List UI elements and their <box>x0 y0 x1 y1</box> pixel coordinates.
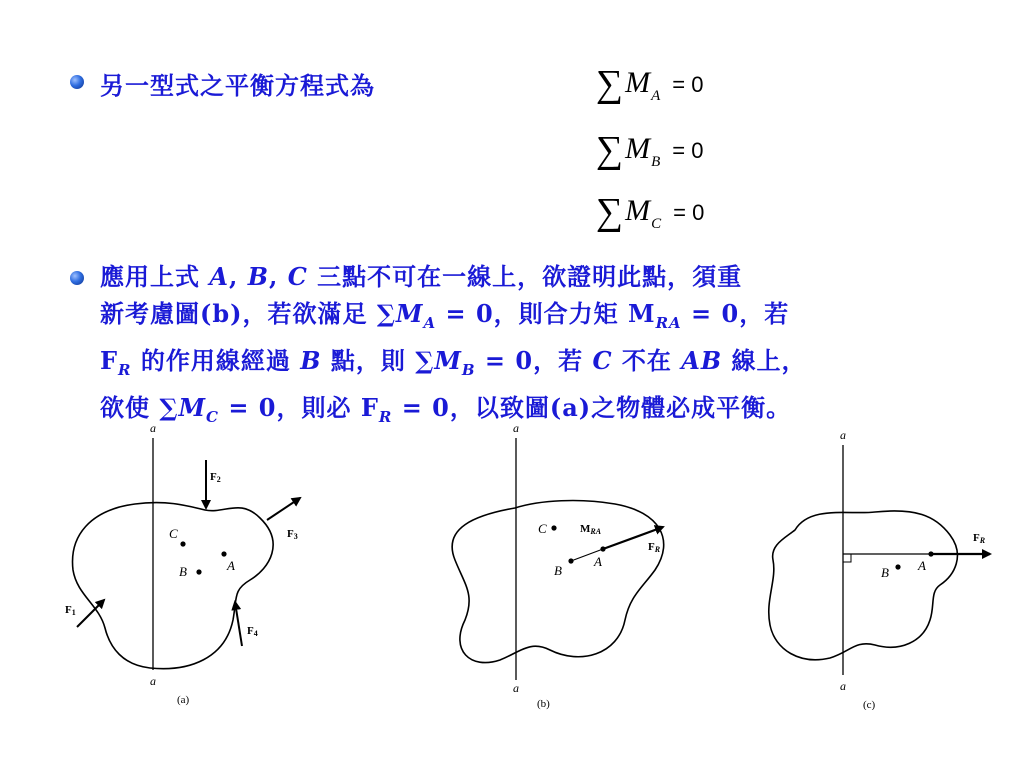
point-b-dot <box>895 564 900 569</box>
axis-label-bottom: a <box>150 674 156 688</box>
paragraph-line-1: 應用上式 A, B, C 三點不可在一線上，欲證明此點，須重 <box>100 262 743 291</box>
point-a-dot <box>221 551 226 556</box>
equation-sum-mb: $\sum M_B = 0$ <box>596 129 704 171</box>
rigid-body-outline <box>769 511 958 660</box>
paragraph-line-2: 新考慮圖(b)，若欲滿足 $\sum M_A = 0$，則合力矩 $M_{RA} = 0$，若 <box>100 299 790 332</box>
axis-label-bottom: a <box>840 679 846 693</box>
paragraph-line-3: $F_R$ 的作用線經過 B 點，則 $\sum M_B = 0$，若 C 不在 AB 線上， <box>100 346 807 379</box>
force-fr-label: FR <box>648 541 661 554</box>
force-f1-label: F1 <box>65 604 76 617</box>
figure-b <box>420 420 680 710</box>
point-b-label: B <box>179 564 187 579</box>
axis-label-bottom: a <box>513 681 519 695</box>
point-c-label: C <box>169 526 178 541</box>
figure-caption-a: (a) <box>177 694 190 706</box>
force-f4-label: F4 <box>247 625 258 638</box>
force-f3-label: F3 <box>287 528 298 541</box>
bullet-point-1 <box>70 75 84 89</box>
figure-caption-b: (b) <box>537 698 550 710</box>
figure-a <box>55 420 315 710</box>
figure-caption-c: (c) <box>863 699 876 710</box>
force-fr-label: FR <box>973 532 986 545</box>
point-a-label: A <box>594 554 602 569</box>
point-b-label: B <box>554 563 562 578</box>
point-b-dot <box>196 569 201 574</box>
bullet-text-2 <box>100 258 807 436</box>
axis-label-top: a <box>513 421 519 435</box>
force-f4-arrow <box>235 602 242 646</box>
point-c-label: C <box>538 521 547 536</box>
moment-label-mra: MRA <box>580 523 602 536</box>
bullet-text-1: 另一型式之平衡方程式為 <box>100 71 375 100</box>
point-c-dot <box>551 525 556 530</box>
force-f3-arrow <box>267 498 300 520</box>
point-b-label: B <box>881 565 889 580</box>
axis-label-top: a <box>150 421 156 435</box>
axis-label-top: a <box>840 428 846 442</box>
equation-sum-ma: $\sum M_A = 0$ <box>596 63 704 105</box>
bullet-point-2 <box>70 271 84 285</box>
right-angle-marker <box>843 554 851 562</box>
point-c-dot <box>180 541 185 546</box>
figure-c <box>755 420 1015 710</box>
paragraph-line-4: 欲使 $\sum M_C = 0$，則必 $F_R = 0$，以致圖(a)之物體必成平衡。 <box>100 393 792 426</box>
rigid-body-outline <box>452 501 664 663</box>
equation-sum-mc: $\sum M_C = 0$ <box>596 191 705 233</box>
point-a-label: A <box>227 558 235 573</box>
force-f2-label: F2 <box>210 471 221 484</box>
point-a-label: A <box>918 558 926 573</box>
force-f1-arrow <box>77 600 104 627</box>
